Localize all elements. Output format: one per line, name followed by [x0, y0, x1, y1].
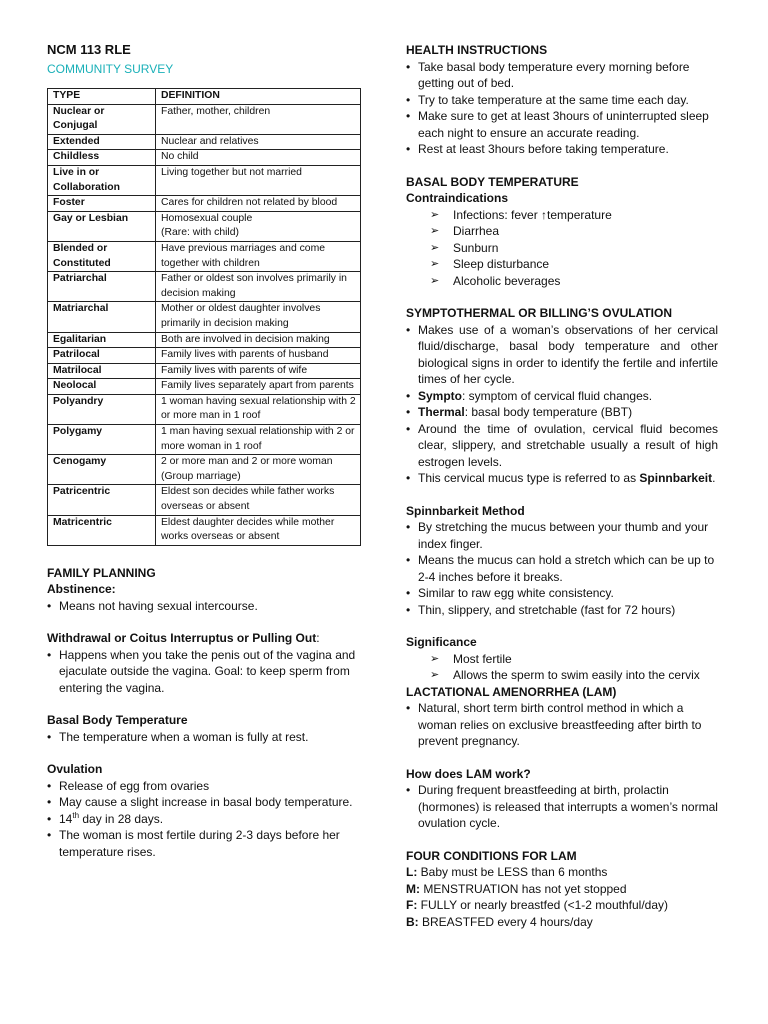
bbt-contra-heading: BASAL BODY TEMPERATURE — [406, 174, 579, 189]
family-type: Cenogamy — [48, 455, 156, 485]
table-row — [48, 241, 361, 271]
list-item — [406, 388, 718, 405]
list-item: ➢ Sunburn — [430, 240, 718, 257]
condition-letter: F: — [406, 898, 418, 912]
significance-heading: Significance — [406, 635, 477, 649]
page-subtitle: COMMUNITY SURVEY — [47, 62, 174, 76]
table-row — [48, 104, 361, 134]
lam-heading: LACTATIONAL AMENORRHEA (LAM) — [406, 684, 617, 699]
table-row — [48, 485, 361, 515]
withdrawal-heading: Withdrawal or Coitus Interruptus or Pulling Out — [47, 631, 317, 646]
list-item: ➢ Alcoholic beverages — [430, 273, 718, 290]
family-definition: Mother or oldest daughter involves primarily in decision making — [156, 302, 361, 332]
family-type: Live in or Collaboration — [48, 165, 156, 195]
table-row — [48, 455, 361, 485]
list-item: • Natural, short term birth control method in which a woman relies on exclusive breastfeeding after birth to prevent pregnancy. — [406, 700, 718, 750]
family-type: Neolocal — [48, 379, 156, 395]
list-item: • The woman is most fertile during 2-3 days before her temperature rises. — [47, 827, 362, 860]
family-type: Nuclear or Conjugal — [48, 104, 156, 134]
spinnbarkeit-heading: Spinnbarkeit Method — [406, 503, 525, 518]
left-column — [47, 42, 362, 860]
lam-list — [406, 700, 718, 750]
ovulation-section — [47, 761, 362, 860]
list-item: • Take basal body temperature every morning before getting out of bed. — [406, 59, 718, 92]
day-suffix: th — [72, 810, 80, 820]
list-item: • Around the time of ovulation, cervical fluid becomes clear, slippery, and stretchable usually a result of high estrogen levels. — [406, 421, 718, 471]
how-lam-section — [406, 766, 718, 832]
page-title: NCM 113 RLE — [47, 42, 131, 57]
table-row — [48, 515, 361, 545]
symptothermal-heading: SYMPTOTHERMAL OR BILLING’S OVULATION — [406, 306, 673, 320]
table-row — [48, 394, 361, 424]
list-item — [47, 811, 362, 828]
family-type: Matriarchal — [48, 302, 156, 332]
condition-text: BREASTFED every 4 hours/day — [418, 914, 593, 929]
table-header-row — [48, 89, 361, 105]
health-instructions-section — [406, 42, 718, 158]
bbt-heading: Basal Body Temperature — [47, 713, 188, 728]
family-type: Polygamy — [48, 425, 156, 455]
health-instructions-heading: HEALTH INSTRUCTIONS — [406, 43, 548, 57]
list-item: • Rest at least 3hours before taking temperature. — [406, 141, 718, 158]
condition-letter: L: — [406, 865, 418, 879]
condition-item — [406, 897, 718, 914]
list-item — [406, 470, 718, 487]
spinnbarkeit-section — [406, 503, 718, 619]
family-definition: 1 woman having sexual relationship with 2 or more man in 1 roof — [156, 394, 361, 424]
spinnbarkeit-term: Spinnbarkeit — [639, 471, 713, 485]
list-item: ➢ Diarrhea — [430, 223, 718, 240]
bbt-definition-section — [47, 712, 362, 745]
condition-text: MENSTRUATION has not yet stopped — [420, 881, 627, 896]
list-item: • Means the mucus can hold a stretch which can be up to 2-4 inches before it breaks. — [406, 552, 718, 585]
family-type: Patricentric — [48, 485, 156, 515]
bbt-list — [47, 729, 362, 746]
family-definition: Father or oldest son involves primarily in decision making — [156, 272, 361, 302]
list-item: • Make sure to get at least 3hours of uninterrupted sleep each night to ensure an accurate reading. — [406, 108, 718, 141]
family-definition: Have previous marriages and come together with children — [156, 241, 361, 271]
table-row — [48, 425, 361, 455]
list-item: • Try to take temperature at the same time each day. — [406, 92, 718, 109]
family-type: Patrilocal — [48, 348, 156, 364]
sympto-label: Sympto — [418, 388, 463, 403]
family-type: Matrilocal — [48, 363, 156, 379]
four-conditions-section — [406, 848, 718, 931]
family-type: Foster — [48, 196, 156, 212]
list-item: • May cause a slight increase in basal body temperature. — [47, 794, 362, 811]
column-header-definition: DEFINITION — [156, 89, 361, 105]
list-item: • Means not having sexual intercourse. — [47, 598, 362, 615]
how-lam-list — [406, 782, 718, 832]
family-definition: Family lives with parents of husband — [156, 348, 361, 364]
family-definition: No child — [156, 150, 361, 166]
table-row — [48, 302, 361, 332]
list-item: • The temperature when a woman is fully at rest. — [47, 729, 362, 746]
table-row — [48, 379, 361, 395]
table-row — [48, 363, 361, 379]
symptothermal-list — [406, 322, 718, 487]
family-definition: Eldest daughter decides while mother works overseas or absent — [156, 515, 361, 545]
bbt-contra-subheading: Contraindications — [406, 191, 509, 205]
condition-item — [406, 881, 718, 898]
symptothermal-section — [406, 305, 718, 487]
family-type: Gay or Lesbian — [48, 211, 156, 241]
table-row — [48, 196, 361, 212]
spinnbarkeit-intro: This cervical mucus type is referred to as — [418, 471, 640, 485]
column-header-type: TYPE — [48, 89, 156, 105]
family-definition: Homosexual couple (Rare: with child) — [156, 211, 361, 241]
family-definition: 1 man having sexual relationship with 2 or more woman in 1 roof — [156, 425, 361, 455]
condition-text: FULLY or nearly breastfed (<1-2 mouthful/day) — [417, 898, 669, 912]
how-lam-heading: How does LAM work? — [406, 766, 531, 781]
list-item: • Happens when you take the penis out of the vagina and ejaculate outside the vagina. Goal: to keep sperm from entering the vagina. — [47, 647, 362, 697]
family-type: Childless — [48, 150, 156, 166]
list-item: • Release of egg from ovaries — [47, 778, 362, 795]
family-type: Extended — [48, 134, 156, 150]
list-item: • Makes use of a woman’s observations of her cervical fluid/discharge, basal body temperature and other biological signs in order to identify the fertile and infertile times of her cycle. — [406, 322, 718, 388]
family-definition: Cares for children not related by blood — [156, 196, 361, 212]
thermal-text: : basal body temperature (BBT) — [464, 405, 633, 419]
family-planning-section — [47, 565, 362, 615]
list-item: • By stretching the mucus between your thumb and your index finger. — [406, 519, 718, 552]
list-item — [406, 404, 718, 421]
family-types-table — [47, 88, 361, 546]
condition-item — [406, 914, 718, 931]
ovulation-heading: Ovulation — [47, 762, 103, 777]
four-conditions-heading: FOUR CONDITIONS FOR LAM — [406, 848, 577, 863]
family-type: Matricentric — [48, 515, 156, 545]
condition-item — [406, 864, 718, 881]
table-row — [48, 332, 361, 348]
significance-list — [406, 651, 718, 684]
day-number: 14 — [59, 811, 73, 826]
health-instructions-list — [406, 59, 718, 158]
list-item: ➢ Infections: fever ↑temperature — [430, 207, 718, 224]
period: . — [712, 471, 716, 485]
contraindications-list — [406, 207, 718, 290]
table-row — [48, 211, 361, 241]
lam-section — [406, 684, 718, 750]
ovulation-list — [47, 778, 362, 861]
bbt-contraindications-section — [406, 174, 718, 290]
abstinence-list — [47, 598, 362, 615]
withdrawal-heading-line — [47, 630, 362, 647]
family-type: Polyandry — [48, 394, 156, 424]
list-item: ➢ Allows the sperm to swim easily into the cervix — [430, 667, 718, 684]
family-type: Blended or Constituted — [48, 241, 156, 271]
sympto-text: : symptom of cervical fluid changes. — [462, 388, 653, 403]
family-definition: Family lives separately apart from parents — [156, 379, 361, 395]
spinnbarkeit-list — [406, 519, 718, 618]
family-definition: Eldest son decides while father works overseas or absent — [156, 485, 361, 515]
family-definition: Nuclear and relatives — [156, 134, 361, 150]
condition-letter: M: — [406, 881, 420, 896]
family-definition: 2 or more man and 2 or more woman (Group marriage) — [156, 455, 361, 485]
family-definition: Family lives with parents of wife — [156, 363, 361, 379]
abstinence-heading: Abstinence: — [47, 582, 116, 597]
table-row — [48, 348, 361, 364]
family-planning-heading: FAMILY PLANNING — [47, 565, 156, 580]
condition-letter: B: — [406, 914, 419, 929]
family-type: Patriarchal — [48, 272, 156, 302]
family-definition: Father, mother, children — [156, 104, 361, 134]
list-item: • During frequent breastfeeding at birth, prolactin (hormones) is released that interrupts a women’s normal ovulation cycle. — [406, 782, 718, 832]
withdrawal-colon: : — [316, 631, 320, 646]
family-definition: Living together but not married — [156, 165, 361, 195]
right-column — [406, 42, 718, 930]
table-row — [48, 150, 361, 166]
list-item: • Thin, slippery, and stretchable (fast for 72 hours) — [406, 602, 718, 619]
withdrawal-section — [47, 630, 362, 696]
day-text: day in 28 days. — [79, 811, 164, 826]
list-item: • Similar to raw egg white consistency. — [406, 585, 718, 602]
list-item: ➢ Most fertile — [430, 651, 718, 668]
condition-text: Baby must be LESS than 6 months — [417, 865, 608, 879]
thermal-label: Thermal — [418, 405, 465, 419]
withdrawal-list — [47, 647, 362, 697]
table-row — [48, 165, 361, 195]
table-row — [48, 134, 361, 150]
significance-section — [406, 634, 718, 684]
list-item: ➢ Sleep disturbance — [430, 256, 718, 273]
family-definition: Both are involved in decision making — [156, 332, 361, 348]
family-type: Egalitarian — [48, 332, 156, 348]
table-row — [48, 272, 361, 302]
